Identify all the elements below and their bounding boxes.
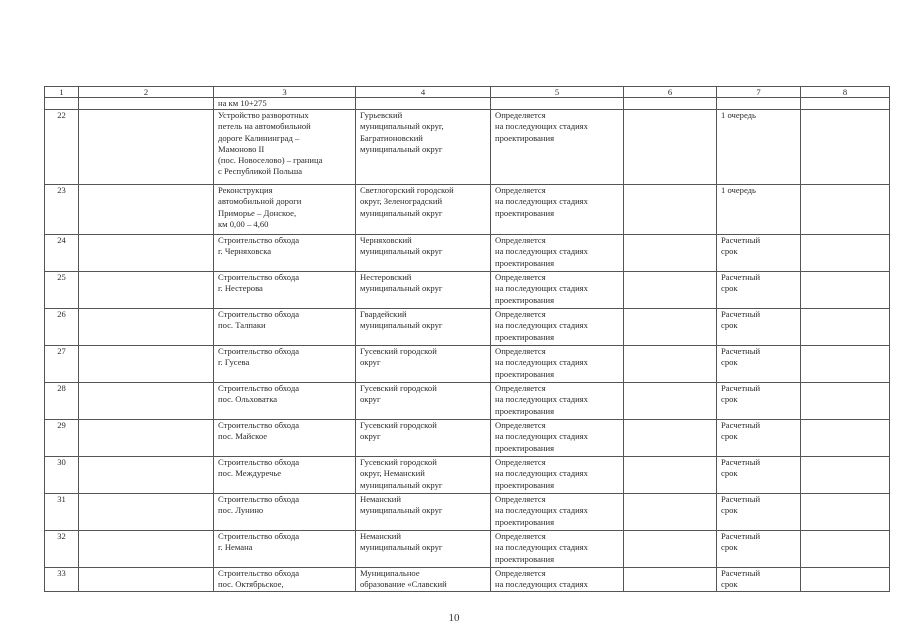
cell-stage: Расчетный срок [717, 531, 801, 568]
cell-col2 [79, 235, 214, 272]
cell-cost: Определяется на последующих стадиях проектирования [491, 309, 624, 346]
cell-col6 [624, 531, 717, 568]
table-row [45, 383, 890, 420]
cell-stage: Расчетный срок [717, 346, 801, 383]
cell-col2 [79, 568, 214, 591]
cell-location: Неманский муниципальный округ [356, 494, 491, 531]
table-row [45, 457, 890, 494]
cell-col8 [801, 457, 890, 494]
cell-col6 [624, 309, 717, 346]
cell-col6 [624, 383, 717, 420]
continuation-text: на км 10+275 [214, 98, 356, 110]
table-body [45, 98, 890, 592]
cell-cost: Определяется на последующих стадиях проектирования [491, 531, 624, 568]
cell-col8 [801, 309, 890, 346]
cell-col8 [801, 420, 890, 457]
cell-stage: Расчетный срок [717, 272, 801, 309]
column-header-3: 3 [214, 87, 356, 98]
table-row [45, 309, 890, 346]
cell-col8 [801, 346, 890, 383]
column-header-7: 7 [717, 87, 801, 98]
cell-num: 32 [45, 531, 79, 568]
cell-num: 33 [45, 568, 79, 591]
cell-num: 29 [45, 420, 79, 457]
cell-cost: Определяется на последующих стадиях проектирования [491, 457, 624, 494]
table-row [45, 235, 890, 272]
cell-project: Строительство обхода пос. Талпаки [214, 309, 356, 346]
cell-num: 23 [45, 185, 79, 235]
cell-project: Строительство обхода пос. Майское [214, 420, 356, 457]
cell-col6 [624, 568, 717, 591]
header-row [45, 87, 890, 98]
cell-num: 31 [45, 494, 79, 531]
cell-col2 [79, 272, 214, 309]
cell-col8 [801, 494, 890, 531]
cell-col2 [79, 531, 214, 568]
cell-cost: Определяется на последующих стадиях [491, 568, 624, 591]
cell-location: Гусевский городской округ [356, 420, 491, 457]
cell-col8 [801, 272, 890, 309]
cell-num: 28 [45, 383, 79, 420]
cell-cost: Определяется на последующих стадиях проектирования [491, 494, 624, 531]
cell-col8 [801, 110, 890, 185]
cell-col6 [624, 494, 717, 531]
cell-stage: Расчетный срок [717, 457, 801, 494]
cell-location: Гурьевский муниципальный округ, Багратионовский муниципальный округ [356, 110, 491, 185]
table-row [45, 531, 890, 568]
cell-stage: 1 очередь [717, 110, 801, 185]
cell-location: Муниципальное образование «Славский [356, 568, 491, 591]
cell-col7 [717, 98, 801, 110]
table-row [45, 494, 890, 531]
cell-num: 27 [45, 346, 79, 383]
cell-col2 [79, 346, 214, 383]
cell-num [45, 98, 79, 110]
page-number: 10 [448, 612, 460, 624]
cell-location: Гусевский городской округ [356, 346, 491, 383]
cell-col8 [801, 568, 890, 591]
cell-stage: Расчетный срок [717, 235, 801, 272]
cell-project: Строительство обхода пос. Междуречье [214, 457, 356, 494]
column-header-8: 8 [801, 87, 890, 98]
cell-stage: Расчетный срок [717, 568, 801, 591]
cell-stage: 1 очередь [717, 185, 801, 235]
cell-project: Строительство обхода г. Немана [214, 531, 356, 568]
cell-num: 26 [45, 309, 79, 346]
cell-cost: Определяется на последующих стадиях проектирования [491, 185, 624, 235]
continuation-row [45, 98, 890, 110]
cell-location: Гусевский городской округ, Неманский муниципальный округ [356, 457, 491, 494]
cell-project: Строительство обхода пос. Лунино [214, 494, 356, 531]
cell-num: 30 [45, 457, 79, 494]
cell-col8 [801, 531, 890, 568]
column-header-4: 4 [356, 87, 491, 98]
cell-col2 [79, 420, 214, 457]
cell-cost: Определяется на последующих стадиях проектирования [491, 383, 624, 420]
cell-col6 [624, 272, 717, 309]
cell-num: 25 [45, 272, 79, 309]
cell-cost: Определяется на последующих стадиях проектирования [491, 272, 624, 309]
cell-col8 [801, 235, 890, 272]
cell-stage: Расчетный срок [717, 383, 801, 420]
cell-col2 [79, 457, 214, 494]
table-row [45, 346, 890, 383]
cell-stage: Расчетный срок [717, 494, 801, 531]
table-row [45, 272, 890, 309]
cell-col5 [491, 98, 624, 110]
column-header-2: 2 [79, 87, 214, 98]
table-row [45, 420, 890, 457]
cell-col8 [801, 98, 890, 110]
cell-col2 [79, 309, 214, 346]
cell-col6 [624, 235, 717, 272]
table-row [45, 110, 890, 185]
cell-project: Строительство обхода пос. Октябрьское, [214, 568, 356, 591]
cell-col2 [79, 494, 214, 531]
cell-col6 [624, 98, 717, 110]
document-table [44, 86, 890, 592]
cell-location: Черняховский муниципальный округ [356, 235, 491, 272]
column-header-5: 5 [491, 87, 624, 98]
cell-col6 [624, 185, 717, 235]
cell-col2 [79, 110, 214, 185]
cell-cost: Определяется на последующих стадиях проектирования [491, 346, 624, 383]
column-header-6: 6 [624, 87, 717, 98]
cell-project: Строительство обхода г. Нестерова [214, 272, 356, 309]
cell-col4 [356, 98, 491, 110]
cell-location: Неманский муниципальный округ [356, 531, 491, 568]
cell-cost: Определяется на последующих стадиях проектирования [491, 420, 624, 457]
cell-project: Устройство разворотных петель на автомобильной дороге Калининград – Мамоново II (пос. Новоселово) – граница с Республикой Польша [214, 110, 356, 185]
cell-col2 [79, 98, 214, 110]
table-row [45, 185, 890, 235]
cell-col2 [79, 185, 214, 235]
cell-location: Нестеровский муниципальный округ [356, 272, 491, 309]
cell-stage: Расчетный срок [717, 420, 801, 457]
cell-col6 [624, 457, 717, 494]
cell-location: Гусевский городской округ [356, 383, 491, 420]
cell-num: 24 [45, 235, 79, 272]
cell-col6 [624, 110, 717, 185]
cell-project: Строительство обхода г. Гусева [214, 346, 356, 383]
cell-cost: Определяется на последующих стадиях проектирования [491, 235, 624, 272]
cell-cost: Определяется на последующих стадиях проектирования [491, 110, 624, 185]
cell-stage: Расчетный срок [717, 309, 801, 346]
cell-col6 [624, 346, 717, 383]
cell-col6 [624, 420, 717, 457]
table-row [45, 568, 890, 591]
cell-location: Светлогорский городской округ, Зеленоградский муниципальный округ [356, 185, 491, 235]
cell-col8 [801, 383, 890, 420]
column-header-1: 1 [45, 87, 79, 98]
cell-col8 [801, 185, 890, 235]
cell-num: 22 [45, 110, 79, 185]
cell-location: Гвардейский муниципальный округ [356, 309, 491, 346]
cell-project: Реконструкция автомобильной дороги Приморье – Донское, км 0,00 – 4,60 [214, 185, 356, 235]
cell-project: Строительство обхода пос. Ольховатка [214, 383, 356, 420]
cell-project: Строительство обхода г. Черняховска [214, 235, 356, 272]
cell-col2 [79, 383, 214, 420]
